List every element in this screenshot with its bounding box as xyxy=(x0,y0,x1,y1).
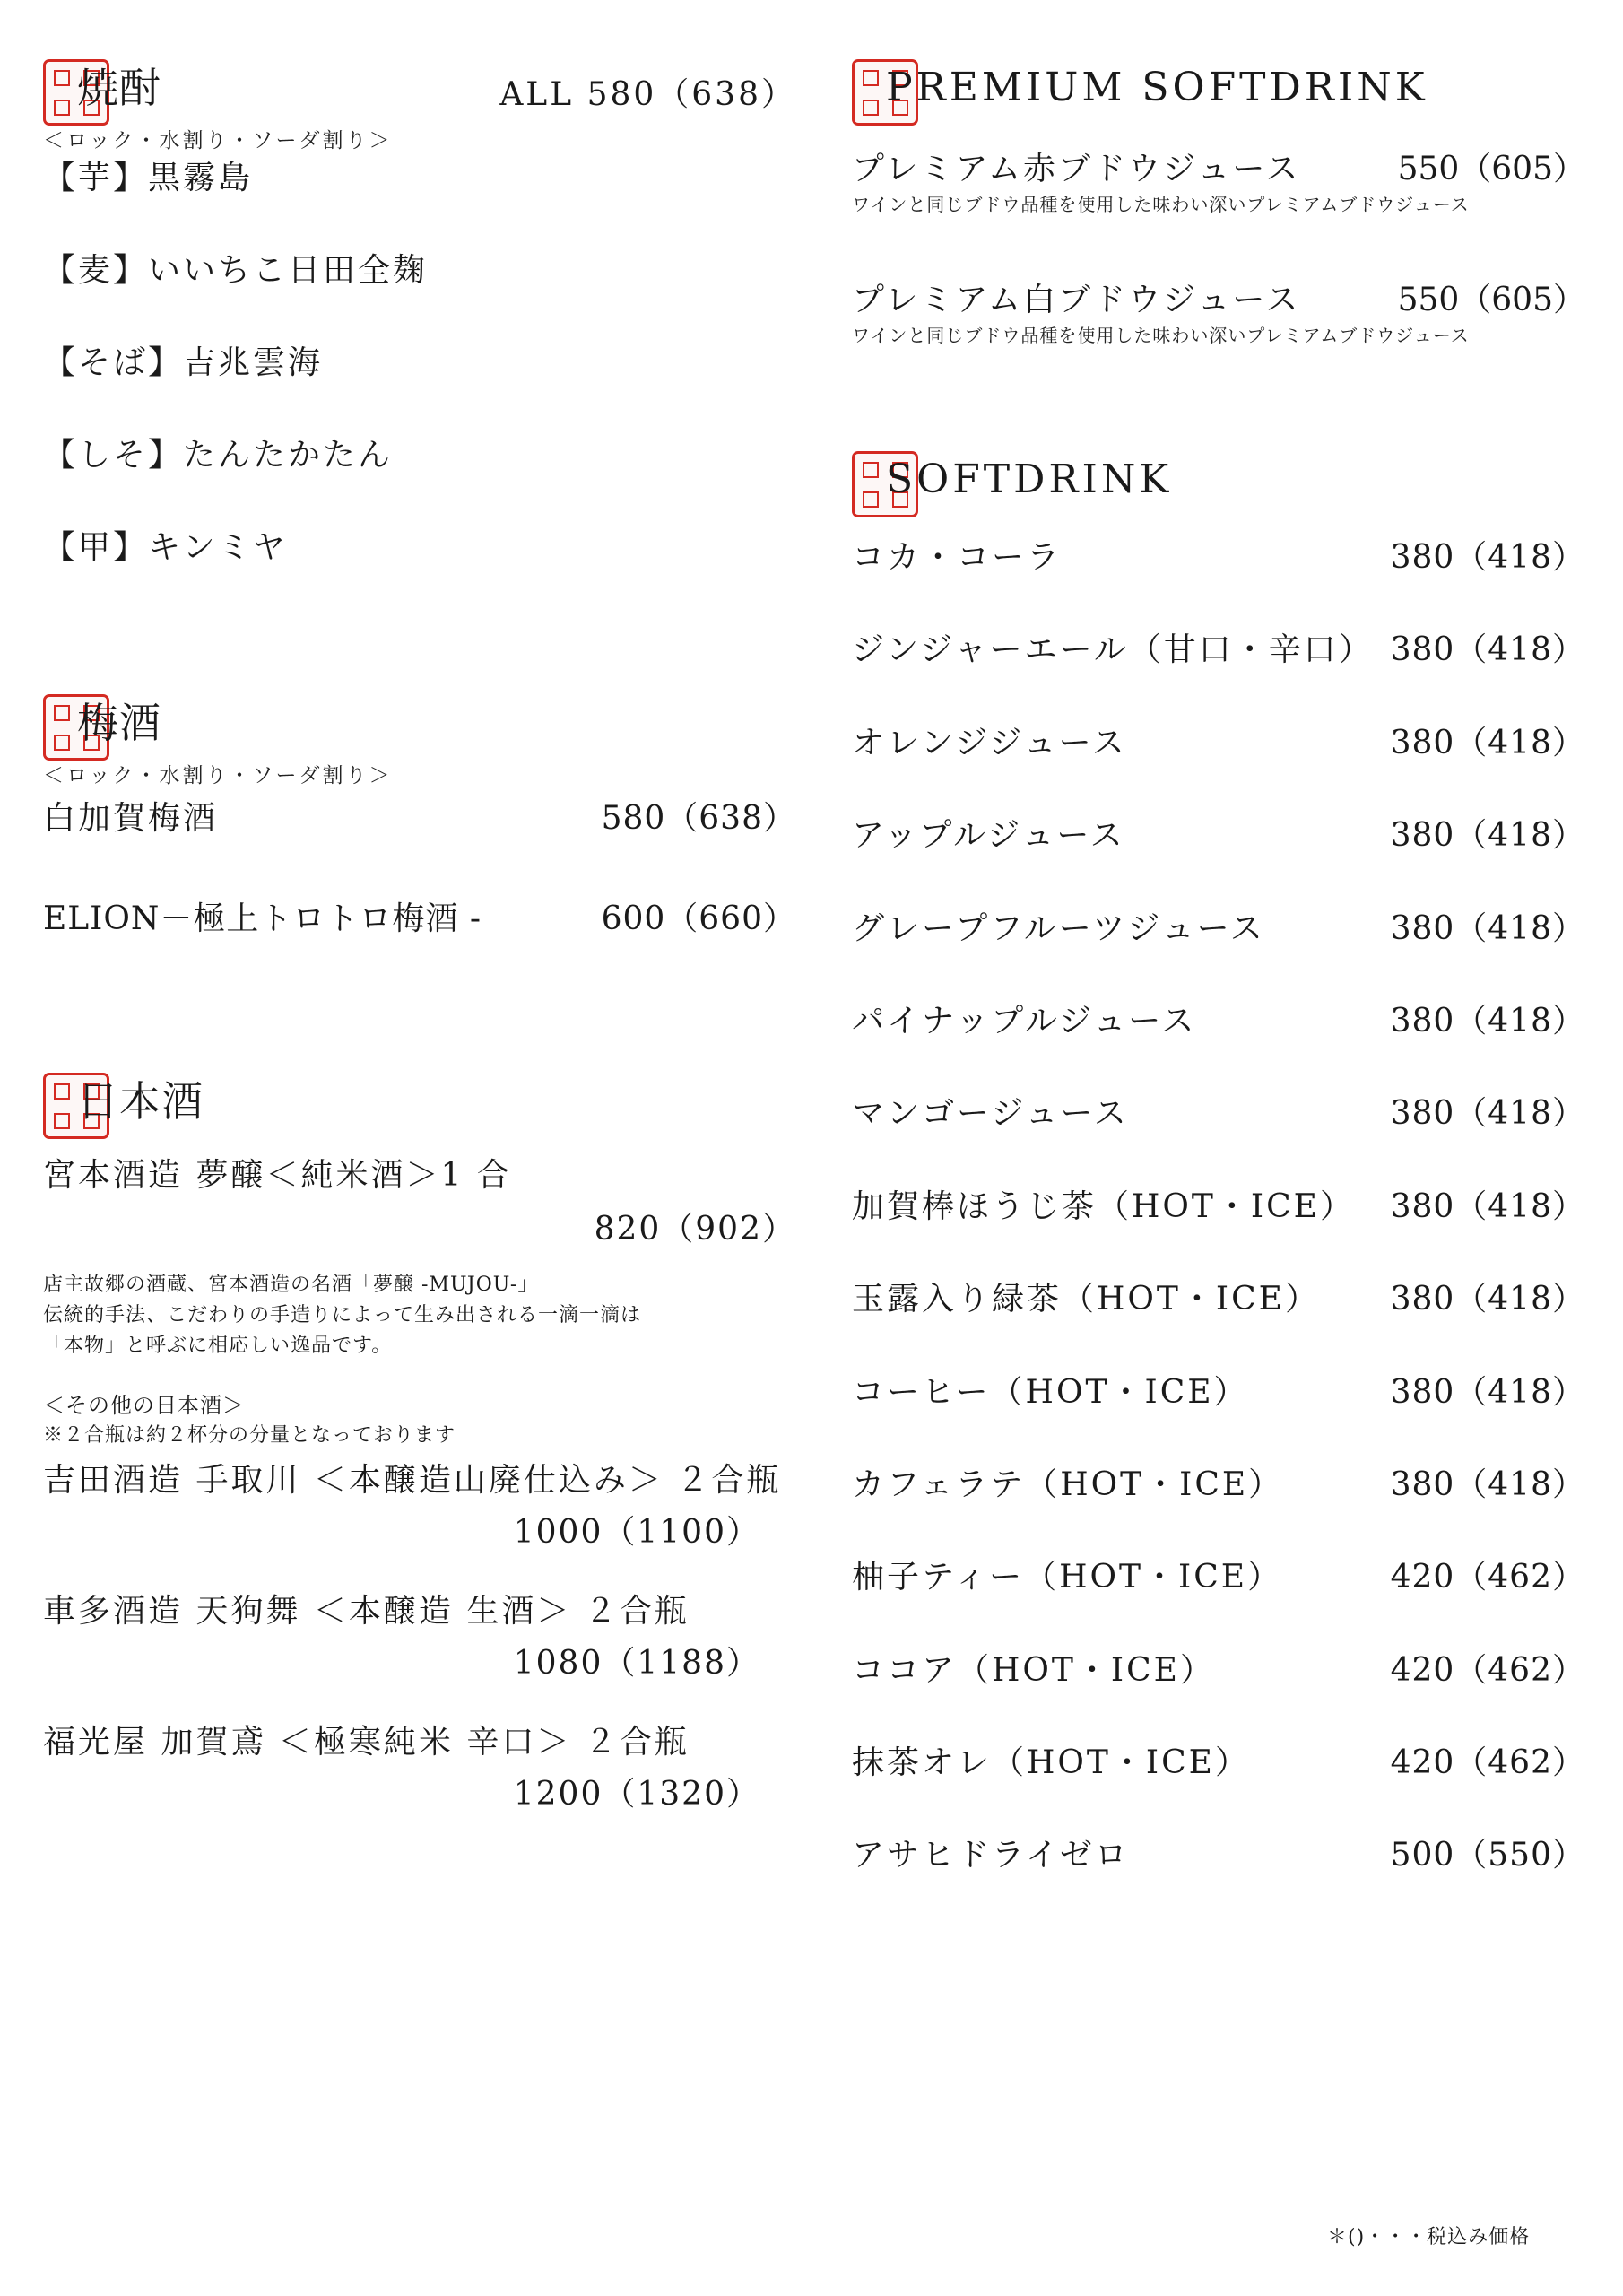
item-name: 吉田酒造 手取川 ＜本醸造山廃仕込み＞ ２合瓶 xyxy=(43,1462,782,1499)
list-item xyxy=(852,1835,1585,1927)
featured-description xyxy=(43,1270,796,1361)
item-name: マンゴージュース xyxy=(852,1095,1129,1133)
item-name: パイナップルジュース xyxy=(852,1002,1197,1039)
item-price: 420（462） xyxy=(1390,1559,1585,1596)
section-header xyxy=(852,59,1585,131)
section-header xyxy=(852,451,1585,523)
item-name: コカ・コーラ xyxy=(852,539,1063,576)
item-name: 車多酒造 天狗舞 ＜本醸造 生酒＞ ２合瓶 xyxy=(43,1593,690,1630)
list-item xyxy=(43,1722,760,1853)
item-price: 550（605） xyxy=(1397,282,1585,318)
list-item xyxy=(852,815,1585,908)
section-header xyxy=(43,1073,796,1144)
item-price: 580（638） xyxy=(601,800,796,837)
section-header xyxy=(43,694,796,766)
tax-footnote: ＊()・・・税込み価格 xyxy=(1327,2226,1531,2248)
item-description: ワインと同じブドウ品種を使用した味わい深いプレミアムブドウジュース xyxy=(852,325,1470,346)
item-price: 380（418） xyxy=(1390,909,1585,947)
list-item xyxy=(43,798,796,899)
list-item xyxy=(43,435,796,527)
item-name: 白加賀梅酒 xyxy=(43,800,219,837)
section-note: ＜ロック・水割り・ソーダ割り＞ xyxy=(43,129,393,152)
section-premium-softdrink xyxy=(852,59,1585,411)
item-name: アサヒドライゼロ xyxy=(852,1837,1130,1874)
item-price: 600（660） xyxy=(601,900,796,937)
item-name: 【麦】いいちこ日田全麹 xyxy=(43,252,429,289)
list-item xyxy=(43,1591,760,1722)
item-name: ジンジャーエール（甘口・辛口） xyxy=(852,631,1374,669)
other-note: ※２合瓶は約２杯分の分量となっております xyxy=(43,1424,456,1447)
item-name: 加賀棒ほうじ茶（HOT・ICE） xyxy=(852,1187,1355,1225)
other-title: ＜その他の日本酒＞ xyxy=(43,1393,245,1418)
list-item xyxy=(852,1001,1585,1093)
list-item xyxy=(43,158,796,250)
section-title: 梅酒 xyxy=(77,699,161,747)
list-item xyxy=(852,1465,1585,1557)
item-price: 1080（1188） xyxy=(513,1645,760,1682)
item-name: 宮本酒造 夢醸＜純米酒＞1 合 xyxy=(43,1157,512,1194)
item-price: 380（418） xyxy=(1390,1002,1585,1039)
list-item xyxy=(852,630,1585,722)
desc-line: 伝統的手法、こだわりの手造りによって生み出される一滴一滴は xyxy=(43,1304,642,1326)
section-title: 日本酒 xyxy=(77,1077,204,1126)
item-price: 380（418） xyxy=(1390,1465,1585,1503)
item-price: 380（418） xyxy=(1390,817,1585,855)
item-price: 1000（1100） xyxy=(513,1514,760,1551)
item-price: 380（418） xyxy=(1390,631,1585,669)
item-price: 500（550） xyxy=(1390,1837,1585,1874)
section-title: SOFTDRINK xyxy=(886,457,1173,502)
item-name: ELION－極上トロトロ梅酒 - xyxy=(43,900,482,937)
item-name: 【そば】吉兆雲海 xyxy=(43,344,324,381)
item-name: グレープフルーツジュース xyxy=(852,909,1265,947)
item-price: 420（462） xyxy=(1390,1744,1585,1782)
item-price: 380（418） xyxy=(1390,724,1585,761)
item-name: 【しそ】たんたかたん xyxy=(43,437,394,474)
list-item xyxy=(43,250,796,343)
list-item xyxy=(852,1187,1585,1279)
section-note: ＜ロック・水割り・ソーダ割り＞ xyxy=(43,764,393,787)
section-title: 焼酎 xyxy=(77,64,161,112)
item-description: ワインと同じブドウ品種を使用した味わい深いプレミアムブドウジュース xyxy=(852,194,1470,215)
item-price: 380（418） xyxy=(1390,1373,1585,1411)
list-item xyxy=(43,899,796,991)
list-item xyxy=(43,1460,782,1591)
section-softdrink xyxy=(852,451,1585,1928)
section-umeshu xyxy=(43,694,796,991)
item-price: 820（902） xyxy=(594,1211,796,1248)
item-name: 【甲】キンミヤ xyxy=(43,529,288,566)
item-name: 柚子ティー（HOT・ICE） xyxy=(852,1559,1283,1596)
item-price: 380（418） xyxy=(1390,1095,1585,1133)
desc-line: 店主故郷の酒蔵、宮本酒造の名酒「夢醸 -MUJOU-」 xyxy=(43,1274,539,1296)
item-price: 380（418） xyxy=(1390,1281,1585,1318)
section-price-all: ALL 580（638） xyxy=(499,76,796,113)
list-item xyxy=(852,1093,1585,1186)
item-price: 1200（1320） xyxy=(513,1776,760,1813)
item-name: 【芋】黒霧島 xyxy=(43,160,254,196)
list-item xyxy=(852,1279,1585,1371)
item-name: アップルジュース xyxy=(852,817,1125,855)
desc-line: 「本物」と呼ぶに相応しい逸品です。 xyxy=(43,1335,393,1357)
list-item xyxy=(852,1650,1585,1743)
list-item xyxy=(852,1372,1585,1465)
list-item xyxy=(852,1557,1585,1649)
section-shochu xyxy=(43,59,796,620)
featured-item xyxy=(43,1155,796,1250)
item-name: コーヒー（HOT・ICE） xyxy=(852,1373,1249,1411)
item-name: 玉露入り緑茶（HOT・ICE） xyxy=(852,1281,1320,1318)
item-price: 380（418） xyxy=(1390,539,1585,576)
item-price: 420（462） xyxy=(1390,1651,1585,1689)
item-name: プレミアム赤ブドウジュース xyxy=(852,151,1301,187)
list-item xyxy=(852,1743,1585,1835)
list-item xyxy=(43,527,796,620)
list-item xyxy=(852,280,1585,411)
item-price: 550（605） xyxy=(1397,151,1585,187)
item-name: 福光屋 加賀鳶 ＜極寒純米 辛口＞ ２合瓶 xyxy=(43,1724,690,1761)
section-title: PREMIUM SOFTDRINK xyxy=(886,65,1428,110)
item-name: プレミアム白ブドウジュース xyxy=(852,282,1301,318)
section-nihonshu xyxy=(43,1073,796,1853)
item-name: オレンジジュース xyxy=(852,724,1127,761)
list-item xyxy=(852,723,1585,815)
list-item xyxy=(852,909,1585,1001)
item-price: 380（418） xyxy=(1390,1187,1585,1225)
item-name: 抹茶オレ（HOT・ICE） xyxy=(852,1744,1250,1782)
list-item xyxy=(852,149,1585,280)
item-name: カフェラテ（HOT・ICE） xyxy=(852,1465,1284,1503)
list-item xyxy=(852,537,1585,630)
section-header xyxy=(43,59,796,131)
list-item xyxy=(43,343,796,435)
item-name: ココア（HOT・ICE） xyxy=(852,1651,1215,1689)
softdrink-list xyxy=(852,537,1585,1928)
